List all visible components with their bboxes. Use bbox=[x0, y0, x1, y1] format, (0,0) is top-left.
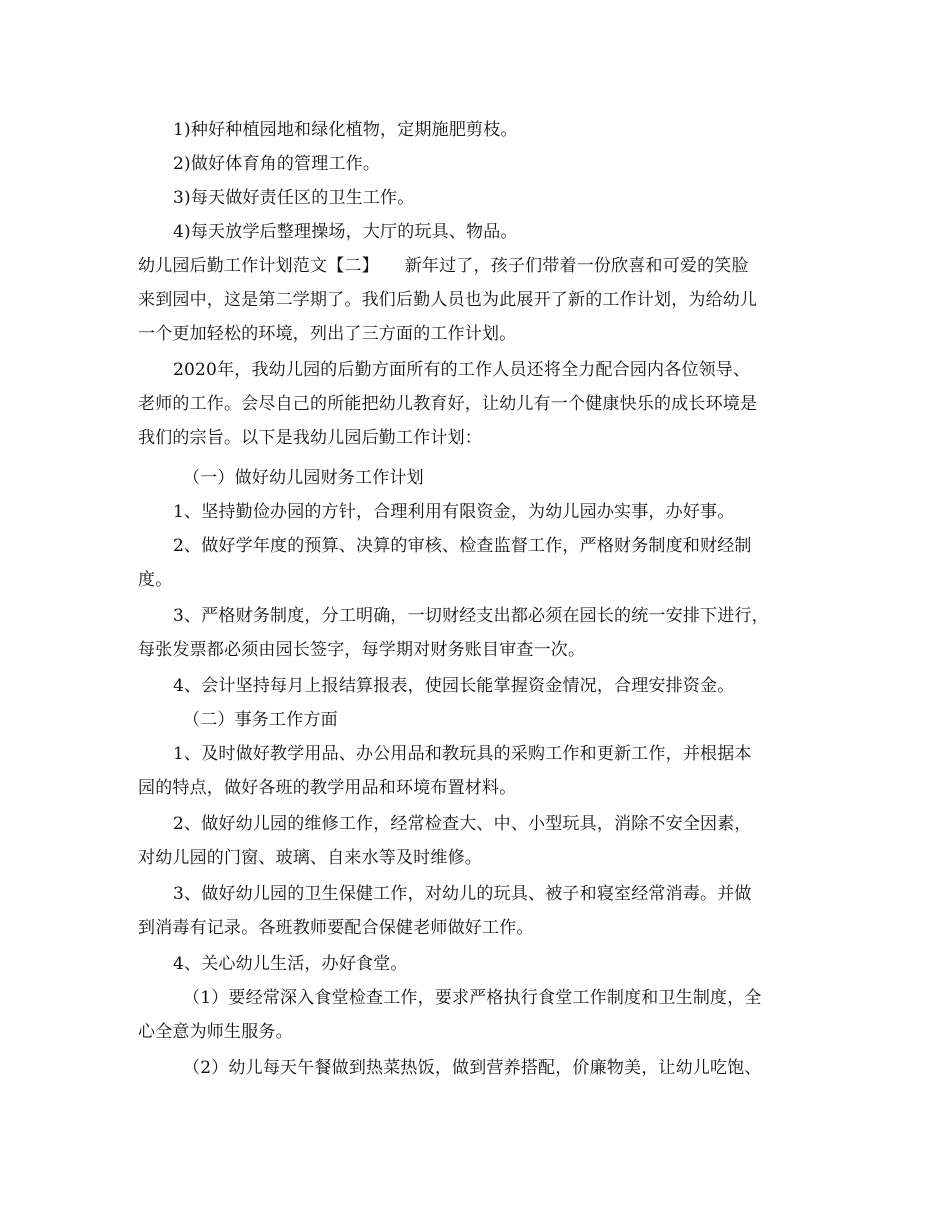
text-line: 1、及时做好教学用品、办公用品和教玩具的采购工作和更新工作，并根据本 bbox=[173, 744, 752, 764]
text-line: 来到园中，这是第二学期了。我们后勤人员也为此展开了新的工作计划，为给幼儿 bbox=[138, 290, 758, 310]
text-line: 3、严格财务制度，分工明确，一切财经支出都必须在园长的统一安排下进行， bbox=[173, 606, 769, 626]
text-line: 园的特点，做好各班的教学用品和环境布置材料。 bbox=[138, 778, 517, 798]
text-line: 到消毒有记录。各班教师要配合保健老师做好工作。 bbox=[138, 918, 534, 938]
text-line: 4、关心幼儿生活，办好食堂。 bbox=[173, 954, 408, 974]
text-line: 3、做好幼儿园的卫生保健工作，对幼儿的玩具、被子和寝室经常消毒。并做 bbox=[173, 884, 752, 904]
text-line: 我们的宗旨。以下是我幼儿园后勤工作计划： bbox=[138, 428, 482, 448]
text-line: 4)每天放学后整理操场，大厅的玩具、物品。 bbox=[173, 222, 518, 242]
text-line: 对幼儿园的门窗、玻璃、自来水等及时维修。 bbox=[138, 848, 482, 868]
subsection-heading: （一）做好幼儿园财务工作计划 bbox=[183, 468, 424, 488]
text-line: 2、做好学年度的预算、决算的审核、检查监督工作，严格财务制度和财经制 bbox=[173, 536, 752, 556]
section-heading-line: 幼儿园后勤工作计划范文【二】 新年过了，孩子们带着一份欣喜和可爱的笑脸 bbox=[138, 256, 749, 276]
text-line: 2)做好体育角的管理工作。 bbox=[173, 154, 381, 174]
text-line: 心全意为师生服务。 bbox=[138, 1022, 293, 1042]
text-line: 每张发票都必须由园长签字，每学期对财务账目审查一次。 bbox=[138, 640, 586, 660]
text-line: 2020年，我幼儿园的后勤方面所有的工作人员还将全力配合园内各位领导、 bbox=[173, 360, 751, 380]
text-line: 1)种好种植园地和绿化植物，定期施肥剪枝。 bbox=[173, 120, 518, 140]
text-line: 1、坚持勤俭办园的方针，合理利用有限资金，为幼儿园办实事，办好事。 bbox=[173, 502, 735, 522]
subsection-heading: （二）事务工作方面 bbox=[183, 710, 338, 730]
text-line: 3)每天做好责任区的卫生工作。 bbox=[173, 188, 415, 208]
text-line: 老师的工作。会尽自己的所能把幼儿教育好，让幼儿有一个健康快乐的成长环境是 bbox=[138, 394, 758, 414]
text-line: 4、会计坚持每月上报结算报表，使园长能掌握资金情况，合理安排资金。 bbox=[173, 676, 735, 696]
text-line: 2、做好幼儿园的维修工作，经常检查大、中、小型玩具，消除不安全因素， bbox=[173, 814, 752, 834]
text-line: 一个更加轻松的环境，列出了三方面的工作计划。 bbox=[138, 324, 517, 344]
text-line: （1）要经常深入食堂检查工作，要求严格执行食堂工作制度和卫生制度，全 bbox=[183, 988, 762, 1008]
text-line: 度。 bbox=[138, 570, 173, 590]
text-line: （2）幼儿每天午餐做到热菜热饭，做到营养搭配，价廉物美，让幼儿吃饱、 bbox=[183, 1058, 762, 1078]
